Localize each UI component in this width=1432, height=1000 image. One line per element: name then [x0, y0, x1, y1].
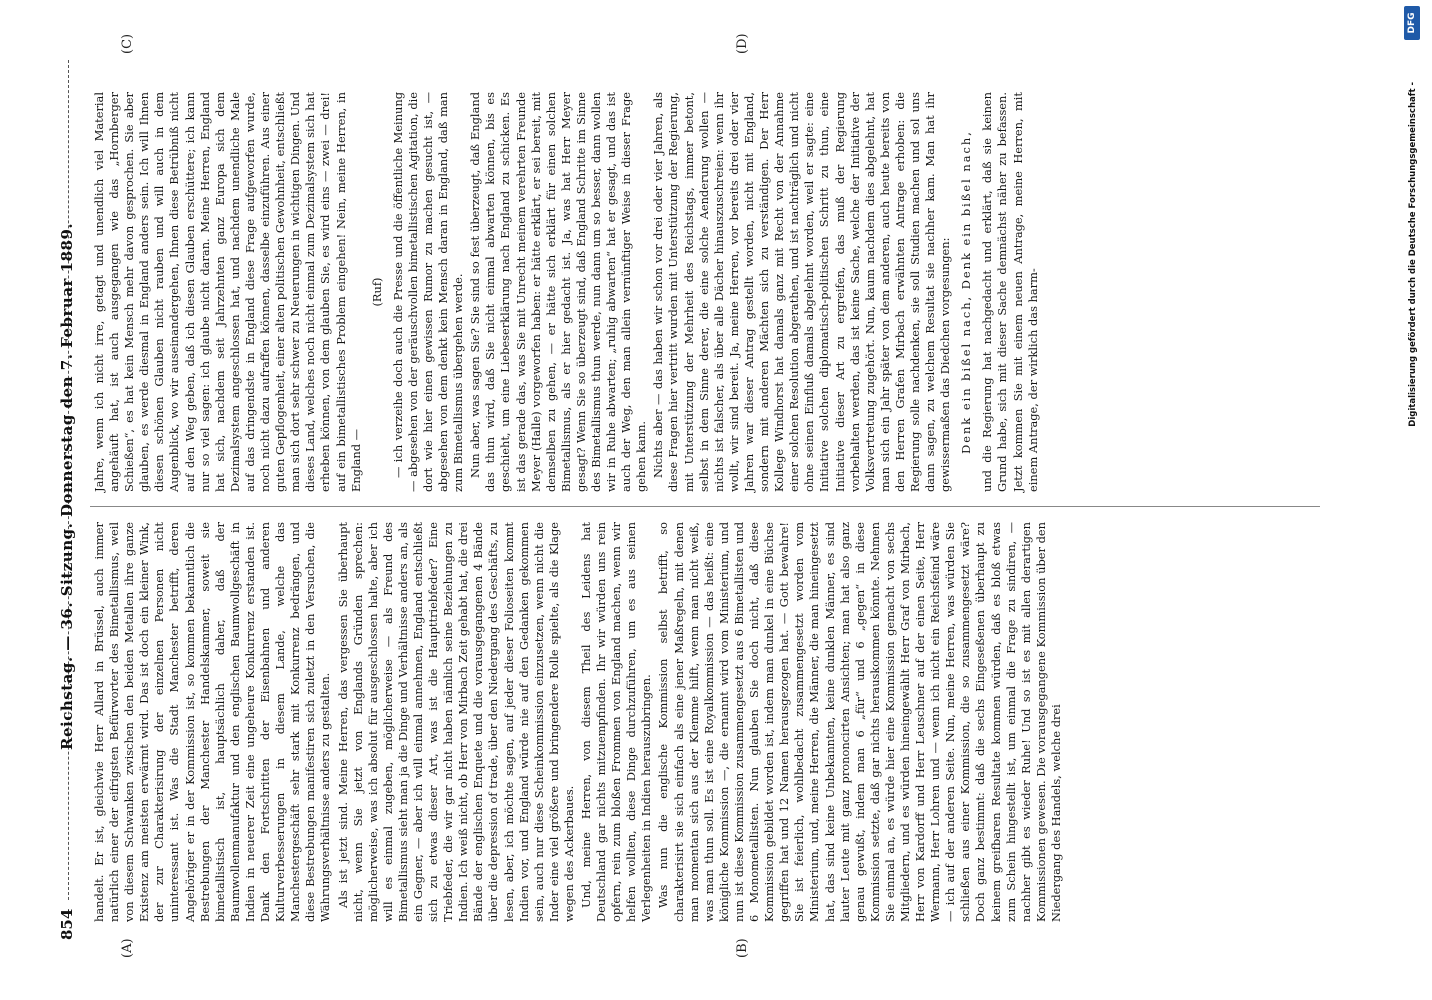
verse-quote: Denk ein bißel nach, Denk ein bißel nach, [959, 130, 974, 454]
right-paragraph-5: und die Regierung hat nachgedacht und erklärt, daß sie keinen Grund habe, sich mit dieser Sache demnächst näher zu befassen. Jetzt kommen Sie mit einem neuen Antrage, meine Herren, mit einem Antrage, der wirklich das harm- [980, 92, 1040, 492]
left-paragraph-2: Als ist jetzt sind. Meine Herren, das vergessen Sie überhaupt nicht, wenn Sie jetzt von Englands Gründen sprechen: möglicherweise, was ich absolut für ausgeschlossen halte, aber ich will es einmal zugeben, möglicherweise — als Freund des Bimetallismus sieht man ja die Dinge und Verhältnisse anders an, als ein Gegner, — aber ich will einmal annehmen, England entschließt sich zu etwas dieser Art, was ist die Haupttriebfeder? Eine Triebfeder, die wir gar nicht haben nämlich seine Beziehungen zu Indien. Ich weiß nicht, ob Herr von Mirbach Zeit gehabt hat, die drei Bände der englischen Enquete und die vorausgegangenen 4 Bände über die depression of trade, über den Niedergang des Geschäfts, zu lesen, aber, ich möchte sagen, auf jeder dieser Folioseiten kommt Indien vor, und England würde nie auf den Gedanken gekommen sein, auch nur diese Scheinkommission einzusetzen, wenn nicht die Inder eine viel größere und bringendere Rolle spielte, als die Klage wegen des Ackerbaues. [335, 522, 576, 922]
page-number: 854 [58, 908, 76, 940]
right-paragraph-2: — ich verzeihe doch auch die Presse und die öffentliche Meinung — abgesehen von der geräuschvollen bimetallistischen Agitation, die dort wie hier einen gewissen Rumor zu machen gesucht ist, — abgesehen von dem denkt kein Mensch daran in England, daß man zum Bimetallismus übergehen werde. [390, 92, 466, 492]
right-paragraph-1: Jahre, wenn ich nicht irre, getagt und unendlich viel Material angehäuft hat, ist auch ausgegangen wie das „Hornberger Schießen“, es hat kein Mensch mehr davon gesprochen. Sie aber glauben, es werde diesmal in England anders sein. Ich will Ihnen diesen schönen Glauben nicht rauben und will auch in dem Augenblick, wo wir auseinandergehen, Ihnen diese Betrübniß nicht auf den Weg geben, daß ich diesen Glauben erschüttere; ich kann nur so viel sagen: ich glaube nicht daran. Meine Herren, England hat sich, nachdem seit Jahrzehnten ganz Europa sich dem Dezimalsystem angeschlossen hat, und nachdem unendliche Male auf das dringendste in England diese Frage aufgeworfen wurde, noch nicht dazu aufraffen können, dasselbe einzuführen. Aus einer guten Gepflogenheit, einer alten politischen Gewohnheit, entschließt man sich dort sehr schwer zu Neuerungen in wichtigen Dingen. Und dieses Land, welches noch nicht einmal zum Dezimalsystem sich hat erheben können, von dem glauben Sie, es wird eins — zwei — drei! auf ein bimetallistisches Problem eingehen! Nein, meine Herren, in England — [92, 92, 363, 492]
column-divider [90, 506, 1320, 507]
running-head [58, 60, 80, 940]
margin-marker-d: (D) [735, 33, 750, 54]
margin-marker-b: (B) [735, 938, 750, 958]
margin-marker-c: (C) [120, 33, 135, 54]
left-paragraph-4: Was nun die englische Kommission selbst betrifft, so charakterisirt sie sich einfach als eine jener Maßregeln, mit denen man momentan sich aus der Klemme hilft, wenn man nicht weiß, was man thun soll. Es ist eine Royalkommission — das heißt: eine königliche Kommission —, die ernannt wird vom Ministerium, und nun ist diese Kommission zusammengesetzt aus 6 Bimetallisten und 6 Monometallisten. Nun glauben Sie doch nicht, daß diese Kommission gebildet worden ist, indem man dunkel in eine Büchse gegriffen hat und 12 Namen herausgezogen hat. — Gott bewahre! Sie ist feierlich, wohlbedacht zusammengesetzt worden vom Ministerium, und, meine Herren, die Männer, die man hineingesetzt hat, das sind keine Unbekannten, keine dunklen Männer, es sind lauter Leute mit ganz prononcirten Ansichten; man hat also ganz genau gewußt, indem man 6 „für“ und 6 „gegen“ in diese Kommission setzte, daß gar nichts herauskommen könnte. Nehmen Sie einmal an, es würde hier eine Kommission gemacht von sechs Mitgliedern, und es würden hineingewählt Herr Graf von Mirbach, Herr von Kardorff und Herr Leuschner auf der einen Seite, Herr Wermann, Herr Lohren und — wenn ich nicht ein Reichsfeind wäre — ich auf der anderen Seite. Nun, meine Herren, was würden Sie schließen aus einer Kommission, die so zusammengesetzt wäre? Doch ganz bestimmt: daß die sechs Eingeseßenen überhaupt zu keinem greifbaren Resultate kommen würden, daß es bloß etwas zum Schein hingestellt ist, um einmal die Frage zu sindiren, — nachher gibt es wieder Ruhe! Und so ist es mit allen derartigen Kommissionen gewesen. Die vorausgegangene Kommission über den Niedergang des Handels, welche drei [656, 522, 1063, 922]
right-paragraph-3: Nun aber, was sagen Sie? Sie sind so fest überzeugt, daß England das thun wird, daß Sie nicht einmal abwarten können, bis es geschieht, um eine Liebeserklärung nach England zu schicken. Es ist das gerade das, was Sie mit Unrecht meinem verehrten Freunde Meyer (Halle) vorgeworfen haben: er hätte erklärt, er sei bereit, mit demselben zu gehen, — er hätte sich erklärt für einen solchen Bimetallismus, als er hier gedacht ist. Ja, was hat Herr Meyer gesagt? Wenn Sie so überzeugt sind, daß England Schritte im Sinne des Bimetallismus thun werde, nun dann um so besser, dann wollen wir in Ruhe abwarten; „ruhig abwarten“ hat er gesagt, und das ist auch der Weg, den man allein vernünftiger Weise in dieser Frage gehen kann. [468, 92, 649, 492]
right-paragraph-4: Nichts aber — das haben wir schon vor drei oder vier Jahren, als diese Fragen hier vertritt wurden mit Unterstützung der Regierung, mit Unterstützung der Mehrheit des Reichstags, immer betont, selbst in dem Sinne derer, die eine solche Aenderung wollen — nichts ist falscher, als über alle Dächer hinauszuschreien: wenn ihr wollt, wir sind bereit. Ja, meine Herren, vor bereits drei oder vier Jahren war dieser Antrag gestellt worden, nicht mit England, sondern mit anderen Mächten sich zu verständigen. Der Herr Kollege Windhorst hat damals ganz mit Recht von der Annahme einer solchen Resolution abgerathen, und ist nachträglich und nicht ohne seinen Einfluß damals abgelehnt worden, weil er sagte: eine Initiative solchen diplomatisch-politischen Schritt zu thun, eine Initiative dieser Art zu ergreifen, das muß der Regierung vorbehalten werden, das ist keine Sache, welche der Initiative der Volksvertretung zugehört. Nun, kaum nachdem dies abgelehnt, hat man sich ein Jahr später von dem anderen, auch heute bereits von den Herren Grafen Mirbach erwähnten Antrage erhoben: die Regierung solle nachdenken, sie soll Studien machen und sol uns dann sagen, zu welchem Resultat sie nachher kam. Man hat ihr gewissermaßen das Diedchen vorgesungen: [651, 92, 953, 492]
dfg-logo: DFG [1404, 6, 1420, 40]
left-column [92, 522, 1066, 922]
credit-text: Digitalisierung gefördert durch die Deutsche Forschungsgemeinschaft - [1408, 82, 1418, 427]
running-title: Reichstag. — 36. Sitzung. Donnerstag den 7. Februar 1889. [58, 222, 76, 750]
margin-marker-a: (A) [120, 938, 135, 958]
left-paragraph-1: handelt. Er ist, gleichwie Herr Allard in Brüssel, auch immer natürlich einer der eifrigsten Befürworter des Bimetallismus, weil von diesem Schwanken zwischen den beiden Metallen ihre ganze Existenz am meisten erwärmt wird. Das ist doch ein kleiner Wink, der zur Charakterisirung der einzelnen Personen nicht uninteressant ist. Was die Stadt Manchester betrifft, deren Angehöriger er in der Kommission ist, so kommen bekanntlich die Bestrebungen der Manchester Handelskammer, soweit sie bimetallistisch ist, hauptsächlich daher, daß der Baumwollenmanufaktur und den englischen Baumwollgeschäft in Indien in neuerer Zeit eine ungeheure Konkurrenz erstanden ist. Dank den Fortschritten der Eisenbahnen und anderen Kulturverbesserungen in diesem Lande, welche das Manchestergeschäft sehr stark mit Konkurrenz bedrängen, und diese Bestrebungen manifestiren sich zuletzt in den Versuchen, die Währungsverhältnisse anders zu gestalten. [92, 522, 333, 922]
left-paragraph-3: Und, meine Herren, von diesem Theil des Leidens hat Deutschland gar nichts mitzuempfinden. Ihr wir würden uns rein opfern, rein zum bloßen Frommen von England machen, wenn wir helfen wollten, diese Dinge durchzuführen, um es aus seinen Verlegenheiten in Indien herauszubringen. [579, 522, 654, 922]
digitization-credit [1404, 0, 1424, 1000]
interjection: (Ruf) [369, 277, 384, 307]
right-column [92, 92, 1043, 492]
